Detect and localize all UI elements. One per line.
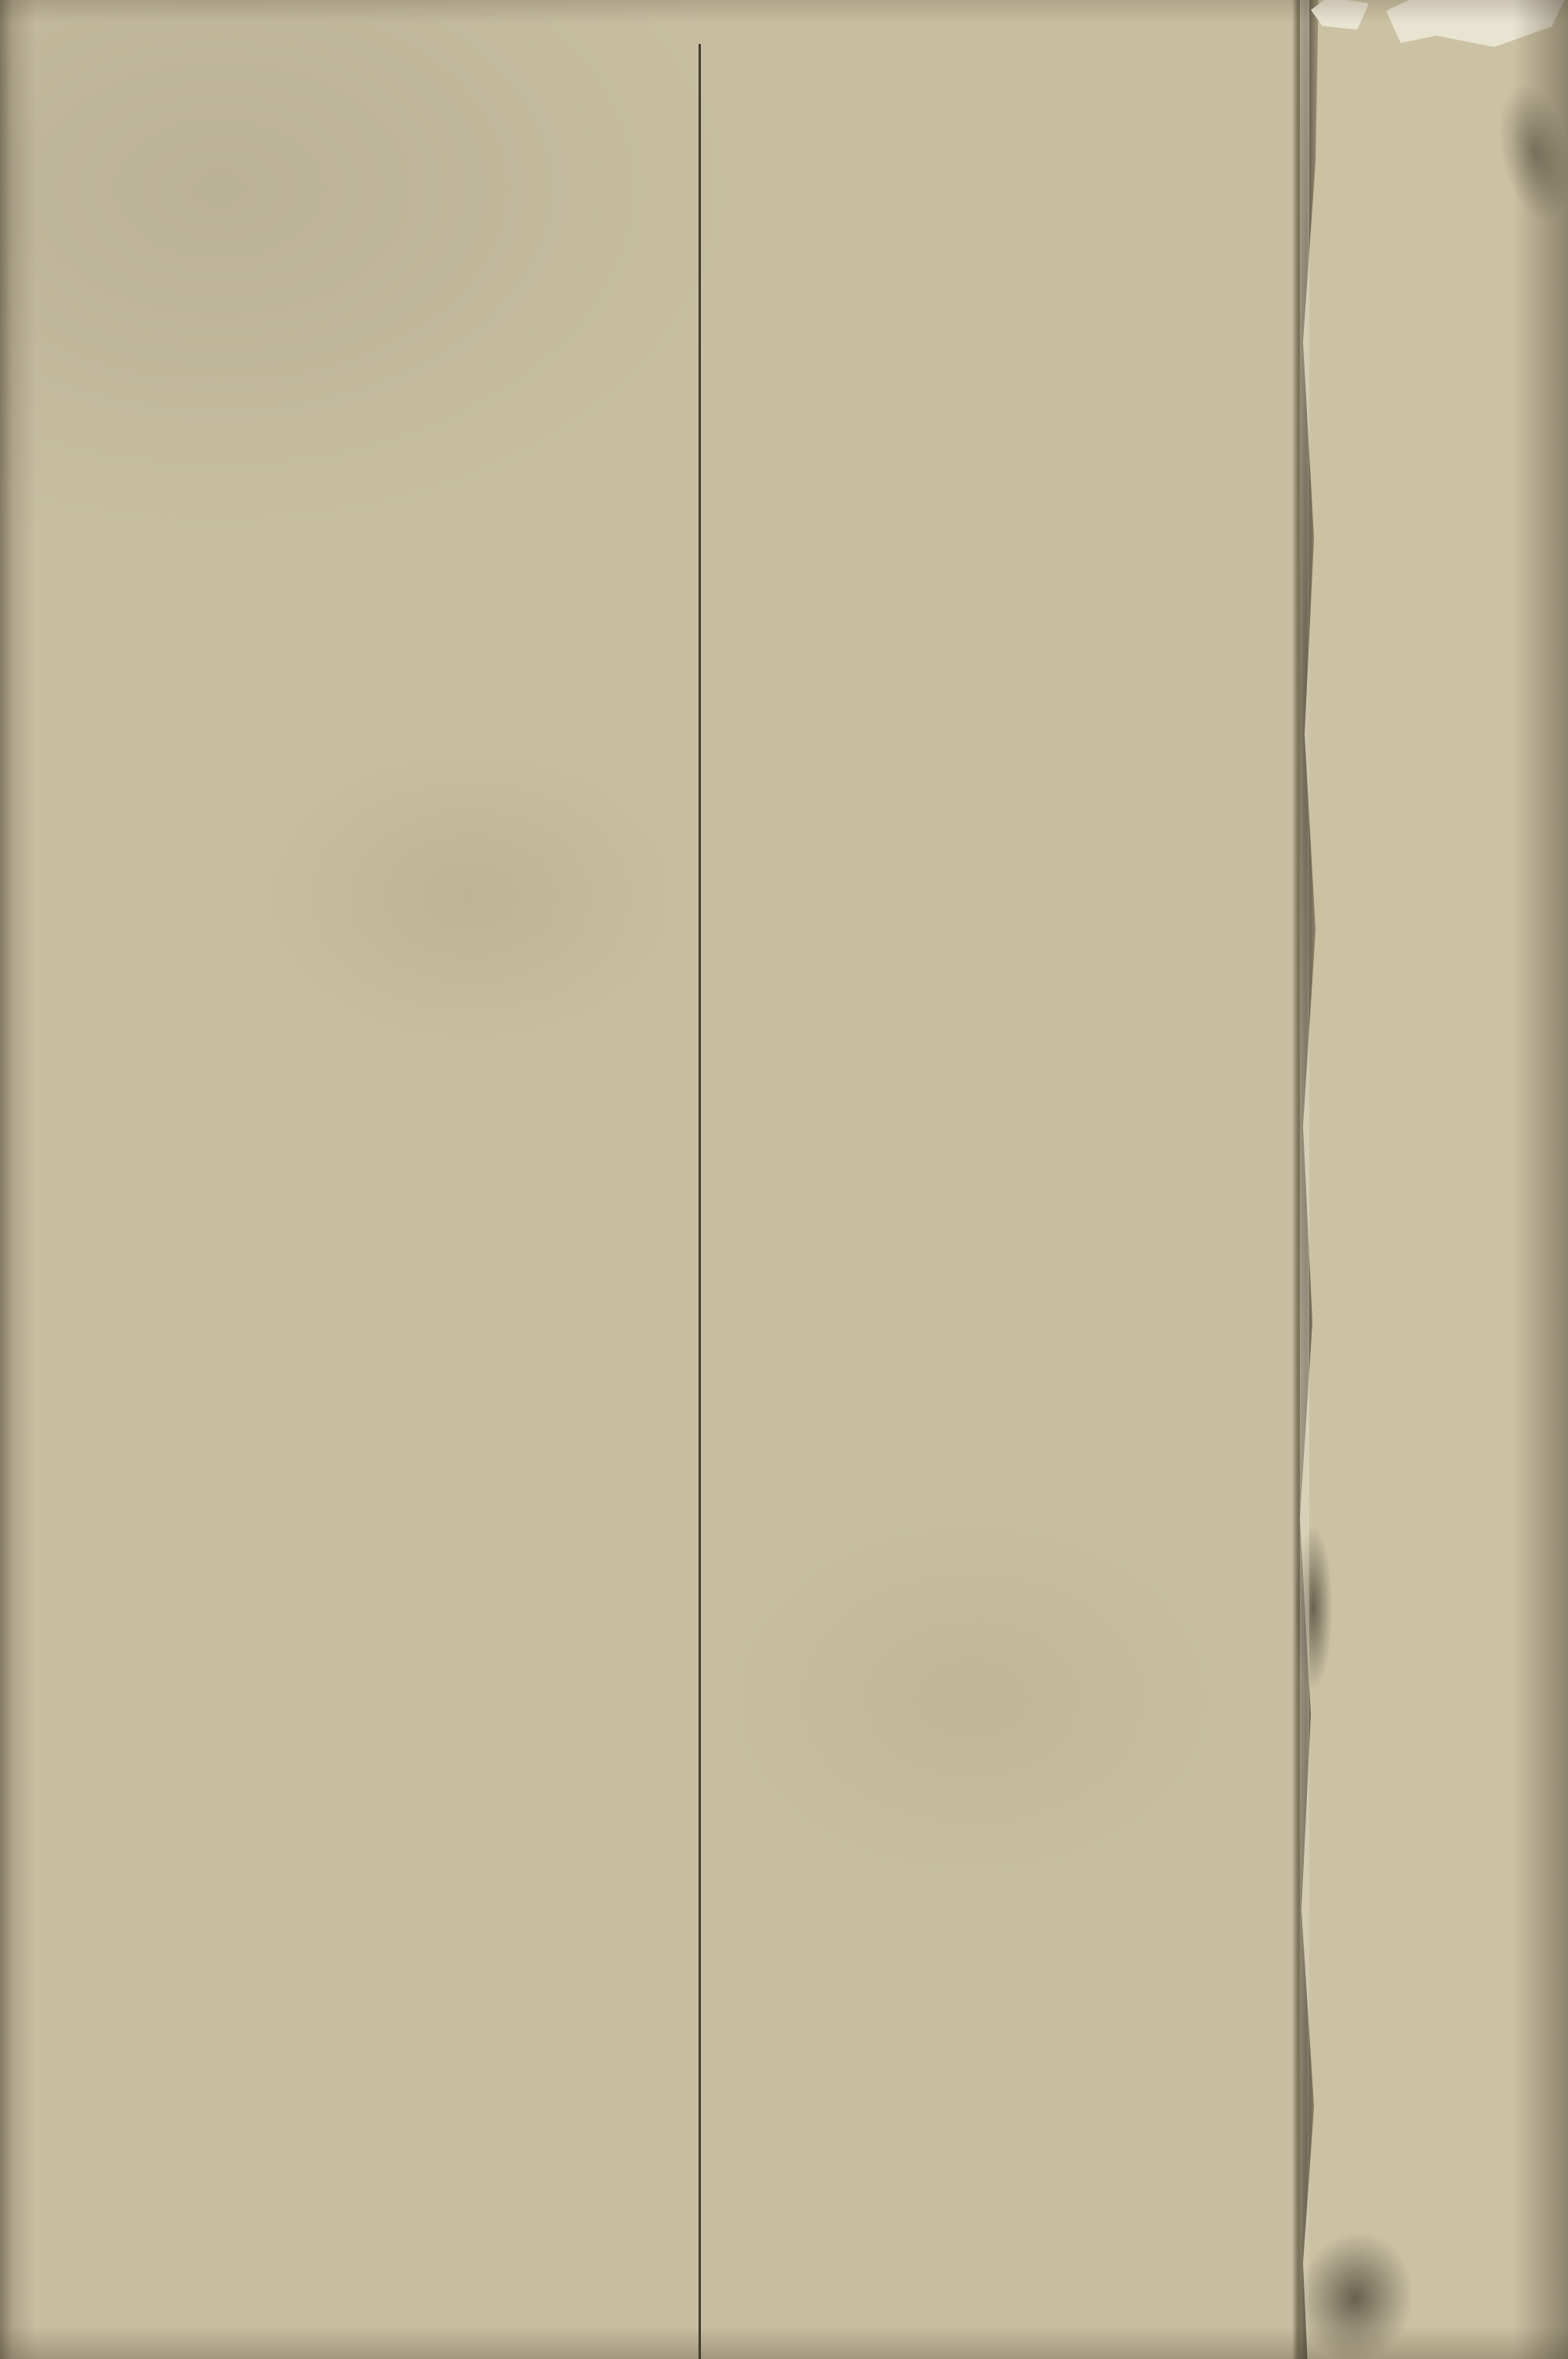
torn-page-region <box>1292 0 1568 2359</box>
page-header <box>38 6 1301 52</box>
next-page-fragment <box>1298 0 1568 2359</box>
column-divider-rule <box>699 44 701 2359</box>
